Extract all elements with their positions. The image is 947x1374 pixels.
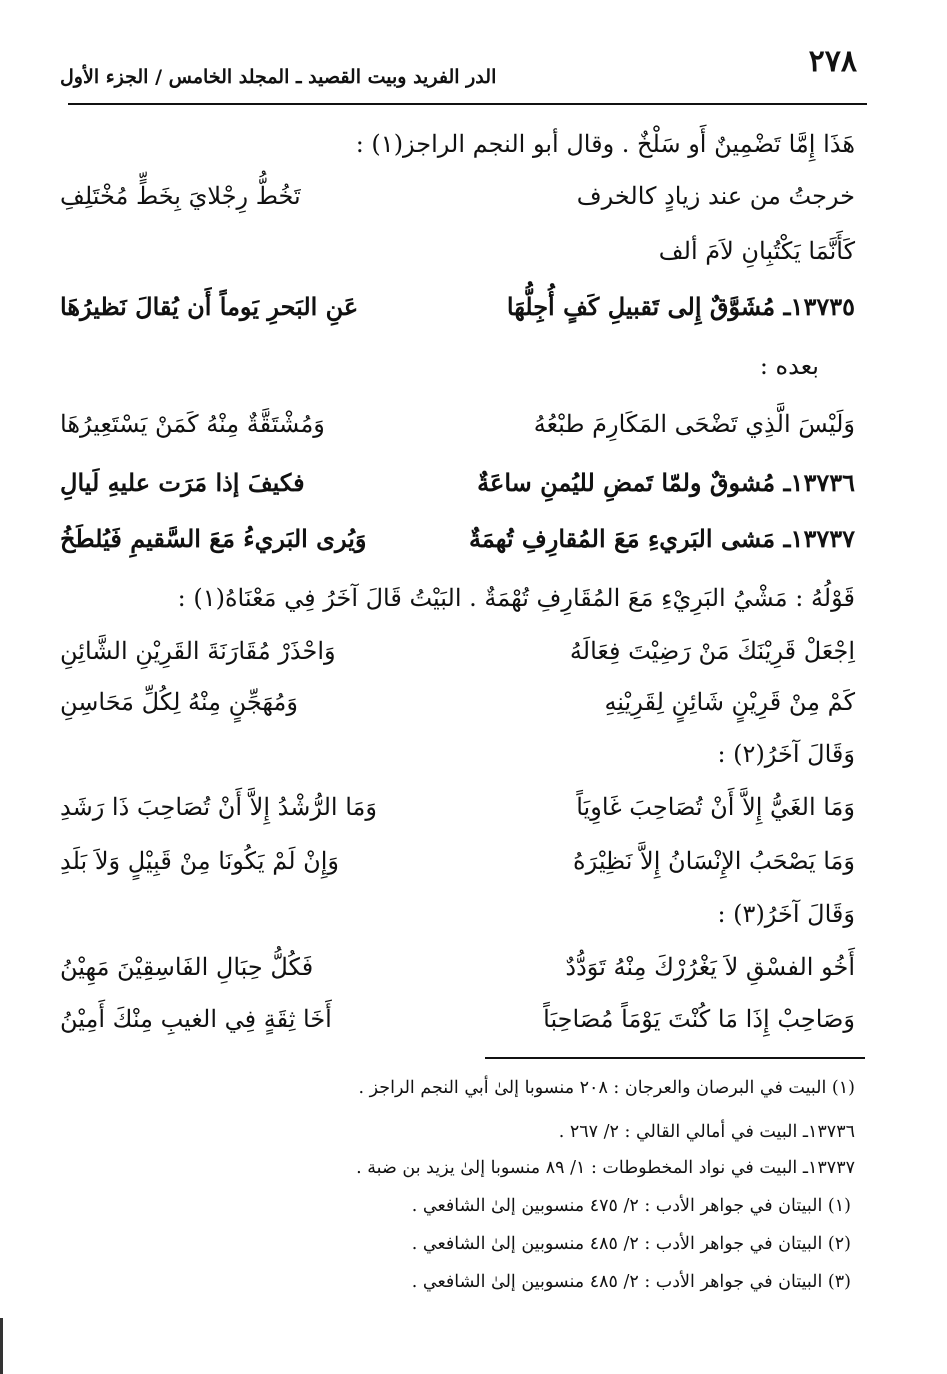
scan-edge	[0, 1318, 3, 1374]
verse-hemistich-1: ١٣٧٣٥ـ مُشَوَّقٌ إِلى تَقبيلِ كَفٍ أُجِلُّهَا	[506, 292, 855, 321]
verse-hemistich-1: وَصَاحِبْ إِذَا مَا كُنْتَ يَوْمَاً مُصَاحِبَاً	[543, 1005, 855, 1033]
after-verse	[60, 410, 855, 454]
verse-hemistich-2: وَاحْذَرْ مُقَارَنَةَ القَرِيْنِ الشَّائِنِ	[60, 637, 336, 665]
verse-group3-1	[60, 953, 855, 997]
verse-hemistich-1: وَمَا يَصْحَبُ الإِنْسَانُ إِلاَّ نَظِيْرَهُ	[573, 847, 855, 875]
page-header	[60, 44, 857, 100]
verse-13737	[60, 524, 855, 568]
running-title: الدر الفريد وبيت القصيد ـ المجلد الخامس / الجزء الأول	[60, 66, 497, 88]
footnote: ١٣٧٣٦ـ البيت في أمالي القالي : ٢/ ٢٦٧ .	[558, 1122, 855, 1142]
verse-hemistich-2: وَمَا الرُّشْدُ إِلاَّ أَنْ تُصَاحِبَ ذَا رَشَدِ	[60, 793, 377, 821]
said-other-3: وَقَالَ آخَرُ(٣) :	[717, 900, 855, 928]
verse-hemistich-2: وَيُرى البَريءُ مَعَ السَّقيمِ فَيُلطَخُ	[60, 524, 367, 553]
verse-13735	[60, 292, 855, 336]
commentary-line: قَوْلُهُ : مَشْيُ البَرِيْءِ مَعَ المُقَارِفِ تُهْمَةٌ . البَيْتُ قَالَ آخَرُ فِي مَعْنَاهُ(١) :	[177, 584, 855, 612]
verse-group2-1	[60, 793, 855, 837]
verse-hemistich-1: وَلَيْسَ الَّذِي تَضْحَى المَكَارِمَ طبْعُهُ	[533, 410, 855, 438]
verse-hemistich-2: وَمُهَجِّنٍ مِنْهُ لِكُلِّ مَحَاسِنِ	[60, 688, 298, 716]
footnote: ١٣٧٣٧ـ البيت في نواد المخطوطات : ١/ ٨٩ منسوبا إلىٰ يزيد بن ضبة .	[356, 1158, 855, 1178]
verse-group3-2	[60, 1005, 855, 1049]
after-label: بعده :	[759, 352, 819, 380]
verse-hemistich-2: فكيفَ إذا مَرَت عليهِ لَيالِ	[60, 468, 305, 497]
footnote: (١) البيتان في جواهر الأدب : ٢/ ٤٧٥ منسوبين إلىٰ الشافعي .	[411, 1196, 851, 1216]
page-number: ٢٧٨	[808, 44, 857, 79]
verse-group1-1	[60, 637, 855, 681]
verse-hemistich-1: خرجتُ من عند زيادٍ كالخرف	[576, 182, 855, 210]
intro-line: هَذَا إِمَّا تَضْمِينٌ أَو سَلْخٌ . وقال أبو النجم الراجز(١) :	[355, 130, 855, 158]
verse-group1-2	[60, 688, 855, 732]
footnote: (١) البيت في البرصان والعرجان : ٢٠٨ منسوبا إلىٰ أبي النجم الراجز .	[358, 1078, 855, 1098]
said-other-2: وَقَالَ آخَرُ(٢) :	[717, 740, 855, 768]
header-rule	[68, 103, 867, 105]
verse-hemistich-2: فَكُلُّ حِبَالِ الفَاسِقِيْنَ مَهِيْنُ	[60, 953, 314, 981]
verse-hemistich-2: عَنِ البَحرِ يَوماً أَن يُقالَ نَظيرُهَا	[60, 292, 359, 321]
verse-hemistich-1: اِجْعَلْ قَرِيْنَكَ مَنْ رَضِيْتَ فِعَالَهُ	[569, 637, 855, 665]
verse-hemistich-2: تَخُطُّ رِجْلايَ بِخَطٍّ مُخْتَلِفِ	[60, 182, 301, 210]
verse-group2-2	[60, 847, 855, 891]
verse-hemistich-2: وَإِنْ لَمْ يَكُونَا مِنْ قَبِيْلٍ وَلاَ بَلَدِ	[60, 847, 340, 875]
footnote: (٣) البيتان في جواهر الأدب : ٢/ ٤٨٥ منسوبين إلىٰ الشافعي .	[411, 1272, 851, 1292]
rajaz-verse	[60, 182, 855, 226]
footnote: (٢) البيتان في جواهر الأدب : ٢/ ٤٨٥ منسوبين إلىٰ الشافعي .	[411, 1234, 851, 1254]
verse-hemistich-1: ١٣٧٣٧ـ مَشى البَريءِ مَعَ المُقارِفِ تُهمَةٌ	[469, 524, 855, 553]
verse-hemistich-1: وَمَا الغَيُّ إِلاَّ أَنْ تُصَاحِبَ غَاوِيَاً	[576, 793, 855, 821]
verse-hemistich-1: أَخُو الفسْقِ لاَ يَغْرُرْكَ مِنْهُ تَوَدُّدٌ	[565, 953, 855, 981]
rajaz-last-line: كَأَنَّمَا يَكْتُبِانِ لاَمَ ألف	[658, 237, 855, 265]
footnote-separator	[485, 1057, 865, 1059]
verse-hemistich-1: ١٣٧٣٦ـ مُشوقٌ ولمّا تَمضِ لليُمنِ ساعَةٌ	[477, 468, 855, 497]
verse-13736	[60, 468, 855, 512]
verse-hemistich-2: وَمُشْتَقَّةٌ مِنْهُ كَمَنْ يَسْتَعِيرُهَا	[60, 410, 325, 438]
verse-hemistich-2: أَخَا ثِقَةٍ فِي الغيبِ مِنْكَ أَمِيْنُ	[60, 1005, 332, 1033]
verse-hemistich-1: كَمْ مِنْ قَرِيْنٍ شَائِنٍ لِقَرِيْنِهِ	[604, 688, 855, 716]
